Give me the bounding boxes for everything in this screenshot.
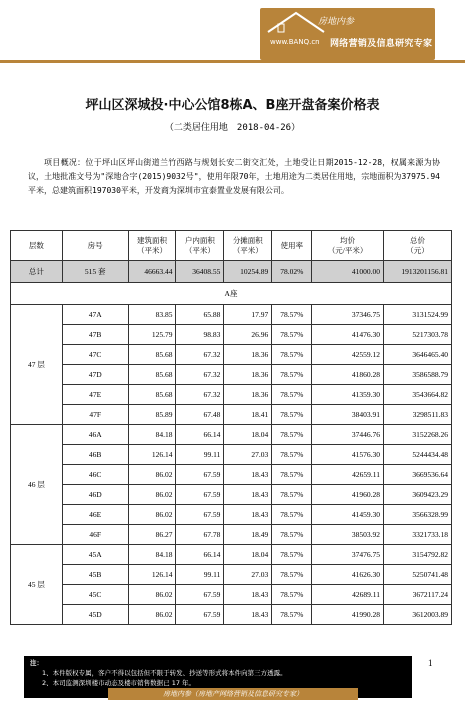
unit-price: 37476.75 — [312, 545, 384, 565]
total-price: 3609423.29 — [384, 485, 452, 505]
build-area: 86.02 — [128, 585, 176, 605]
usage-rate: 78.57% — [272, 585, 312, 605]
usage-rate: 78.57% — [272, 565, 312, 585]
share-area: 18.36 — [224, 385, 272, 405]
usage-rate: 78.57% — [272, 345, 312, 365]
room-number: 46E — [62, 505, 128, 525]
room-number: 45C — [62, 585, 128, 605]
total-share-area: 10254.89 — [224, 261, 272, 283]
unit-price: 41459.30 — [312, 505, 384, 525]
total-price: 5244434.48 — [384, 445, 452, 465]
notes-title: 注： — [30, 659, 43, 667]
total-price: 3672117.24 — [384, 585, 452, 605]
total-price: 3131524.99 — [384, 305, 452, 325]
col-header-room: 房号 — [62, 231, 128, 261]
room-number: 46A — [62, 425, 128, 445]
usage-rate: 78.57% — [272, 545, 312, 565]
brand-logo — [260, 8, 435, 60]
usage-rate: 78.57% — [272, 405, 312, 425]
page-subtitle: （二类居住用地 2018-04-26） — [164, 123, 301, 133]
build-area: 126.14 — [128, 445, 176, 465]
total-price: 3152268.26 — [384, 425, 452, 445]
total-room-count: 515 套 — [62, 261, 128, 283]
room-number: 46C — [62, 465, 128, 485]
unit-price: 42659.11 — [312, 465, 384, 485]
header-banner — [0, 0, 465, 62]
unit-price: 41476.30 — [312, 325, 384, 345]
inner-area: 99.11 — [176, 445, 224, 465]
table-row — [11, 305, 452, 325]
share-area: 18.36 — [224, 345, 272, 365]
build-area: 85.68 — [128, 345, 176, 365]
total-price: 3566328.99 — [384, 505, 452, 525]
total-row — [11, 261, 452, 283]
unit-price: 41576.30 — [312, 445, 384, 465]
unit-price: 38403.91 — [312, 405, 384, 425]
inner-area: 67.48 — [176, 405, 224, 425]
footer-brand: 房地内参（房地产网络营销及信息研究专家） — [108, 688, 358, 700]
room-number: 47F — [62, 405, 128, 425]
inner-area: 99.11 — [176, 565, 224, 585]
inner-area: 67.78 — [176, 525, 224, 545]
build-area: 85.68 — [128, 365, 176, 385]
share-area: 18.43 — [224, 485, 272, 505]
total-label: 总计 — [11, 261, 63, 283]
total-price: 5250741.48 — [384, 565, 452, 585]
room-number: 45B — [62, 565, 128, 585]
table-row — [11, 525, 452, 545]
table-row — [11, 585, 452, 605]
brand-url: www.BANQ.cn — [270, 38, 320, 46]
total-price: 3298511.83 — [384, 405, 452, 425]
total-price: 5217303.78 — [384, 325, 452, 345]
page-number: 1 — [428, 658, 433, 668]
unit-price: 37446.76 — [312, 425, 384, 445]
total-price: 3646465.40 — [384, 345, 452, 365]
unit-price: 38503.92 — [312, 525, 384, 545]
usage-rate: 78.57% — [272, 445, 312, 465]
total-unit-price: 41000.00 — [312, 261, 384, 283]
usage-rate: 78.57% — [272, 605, 312, 625]
col-header-share-area: 分摊面积 （平米） — [224, 231, 272, 261]
total-rate: 78.02% — [272, 261, 312, 283]
share-area: 18.43 — [224, 465, 272, 485]
project-overview: 项目概况：位于坪山区坪山街道兰竹西路与规划长安二街交汇处，土地受让日期2015-12-28，权属来源为协议，土地批准文号为"深地合字(2015)9032号"，使用年限70年，土地用途为二类居住用地，宗地面积为37975.94平米，总建筑面积197030平米，开发商为深圳市宜泰置业发展有限公司。 — [28, 158, 440, 195]
table-row — [11, 365, 452, 385]
total-build-area: 46663.44 — [128, 261, 176, 283]
table-row — [11, 545, 452, 565]
table-row — [11, 465, 452, 485]
build-area: 126.14 — [128, 565, 176, 585]
build-area: 85.68 — [128, 385, 176, 405]
inner-area: 67.32 — [176, 365, 224, 385]
build-area: 86.02 — [128, 485, 176, 505]
total-price: 3543664.82 — [384, 385, 452, 405]
table-header-row — [11, 231, 452, 261]
notes-line-2: 2、本司监测深圳楼市动态及楼市销售数据已 17 年。 — [42, 679, 196, 687]
col-header-inner-area: 户内面积 （平米） — [176, 231, 224, 261]
col-header-build-area: 建筑面积 （平米） — [128, 231, 176, 261]
share-area: 27.03 — [224, 565, 272, 585]
table-row — [11, 505, 452, 525]
table-row — [11, 345, 452, 365]
inner-area: 66.14 — [176, 545, 224, 565]
share-area: 26.96 — [224, 325, 272, 345]
share-area: 27.03 — [224, 445, 272, 465]
col-header-floor: 层数 — [11, 231, 63, 261]
page-title: 坪山区深城投·中心公馆8栋A、B座开盘备案价格表 — [85, 98, 380, 113]
inner-area: 67.59 — [176, 605, 224, 625]
inner-area: 67.32 — [176, 345, 224, 365]
table-row — [11, 485, 452, 505]
table-row — [11, 405, 452, 425]
inner-area: 67.59 — [176, 465, 224, 485]
unit-price: 41990.28 — [312, 605, 384, 625]
total-price: 3612003.89 — [384, 605, 452, 625]
build-area: 83.85 — [128, 305, 176, 325]
build-area: 85.89 — [128, 405, 176, 425]
room-number: 47B — [62, 325, 128, 345]
col-header-unit-price: 均价 （元/平米） — [312, 231, 384, 261]
table-row — [11, 565, 452, 585]
share-area: 17.97 — [224, 305, 272, 325]
total-price: 3586588.79 — [384, 365, 452, 385]
total-price: 3154792.82 — [384, 545, 452, 565]
table-row — [11, 425, 452, 445]
usage-rate: 78.57% — [272, 425, 312, 445]
table-row — [11, 445, 452, 465]
floor-label: 45 层 — [11, 545, 63, 625]
room-number: 47C — [62, 345, 128, 365]
house-roof-icon — [266, 10, 326, 36]
price-table — [10, 230, 452, 625]
usage-rate: 78.57% — [272, 485, 312, 505]
table-row — [11, 325, 452, 345]
notes-line-1: 1、本件版权专属，客户不得以包括但不限于转发、抄送等形式将本件向第三方透露。 — [42, 669, 287, 677]
unit-price: 41860.28 — [312, 365, 384, 385]
inner-area: 66.14 — [176, 425, 224, 445]
room-number: 47E — [62, 385, 128, 405]
total-price: 3669536.64 — [384, 465, 452, 485]
floor-label: 47 层 — [11, 305, 63, 425]
inner-area: 67.59 — [176, 585, 224, 605]
room-number: 45D — [62, 605, 128, 625]
section-row — [11, 283, 452, 305]
build-area: 86.27 — [128, 525, 176, 545]
inner-area: 65.88 — [176, 305, 224, 325]
table-row — [11, 605, 452, 625]
room-number: 47A — [62, 305, 128, 325]
build-area: 125.79 — [128, 325, 176, 345]
unit-price: 37346.75 — [312, 305, 384, 325]
brand-slogan: 网络营销及信息研究专家 — [330, 39, 433, 49]
unit-price: 41960.28 — [312, 485, 384, 505]
total-inner-area: 36408.55 — [176, 261, 224, 283]
build-area: 86.02 — [128, 505, 176, 525]
unit-price: 42689.11 — [312, 585, 384, 605]
unit-price: 41626.30 — [312, 565, 384, 585]
usage-rate: 78.57% — [272, 465, 312, 485]
room-number: 47D — [62, 365, 128, 385]
room-number: 46B — [62, 445, 128, 465]
share-area: 18.43 — [224, 505, 272, 525]
usage-rate: 78.57% — [272, 305, 312, 325]
brand-name: 房地内参 — [318, 17, 355, 27]
share-area: 18.36 — [224, 365, 272, 385]
build-area: 84.18 — [128, 425, 176, 445]
inner-area: 67.59 — [176, 505, 224, 525]
room-number: 46D — [62, 485, 128, 505]
build-area: 86.02 — [128, 605, 176, 625]
total-total-price: 1913201156.81 — [384, 261, 452, 283]
section-label: A座 — [11, 283, 452, 305]
share-area: 18.41 — [224, 405, 272, 425]
usage-rate: 78.57% — [272, 325, 312, 345]
inner-area: 67.59 — [176, 485, 224, 505]
table-row — [11, 385, 452, 405]
usage-rate: 78.57% — [272, 505, 312, 525]
share-area: 18.49 — [224, 525, 272, 545]
room-number: 45A — [62, 545, 128, 565]
usage-rate: 78.57% — [272, 525, 312, 545]
room-number: 46F — [62, 525, 128, 545]
usage-rate: 78.57% — [272, 385, 312, 405]
build-area: 86.02 — [128, 465, 176, 485]
banner-divider — [0, 60, 465, 63]
floor-label: 46 层 — [11, 425, 63, 545]
usage-rate: 78.57% — [272, 365, 312, 385]
col-header-rate: 使用率 — [272, 231, 312, 261]
inner-area: 67.32 — [176, 385, 224, 405]
unit-price: 41359.30 — [312, 385, 384, 405]
share-area: 18.04 — [224, 545, 272, 565]
unit-price: 42559.12 — [312, 345, 384, 365]
share-area: 18.04 — [224, 425, 272, 445]
inner-area: 98.83 — [176, 325, 224, 345]
col-header-total-price: 总价 （元） — [384, 231, 452, 261]
share-area: 18.43 — [224, 605, 272, 625]
build-area: 84.18 — [128, 545, 176, 565]
total-price: 3321733.18 — [384, 525, 452, 545]
share-area: 18.43 — [224, 585, 272, 605]
